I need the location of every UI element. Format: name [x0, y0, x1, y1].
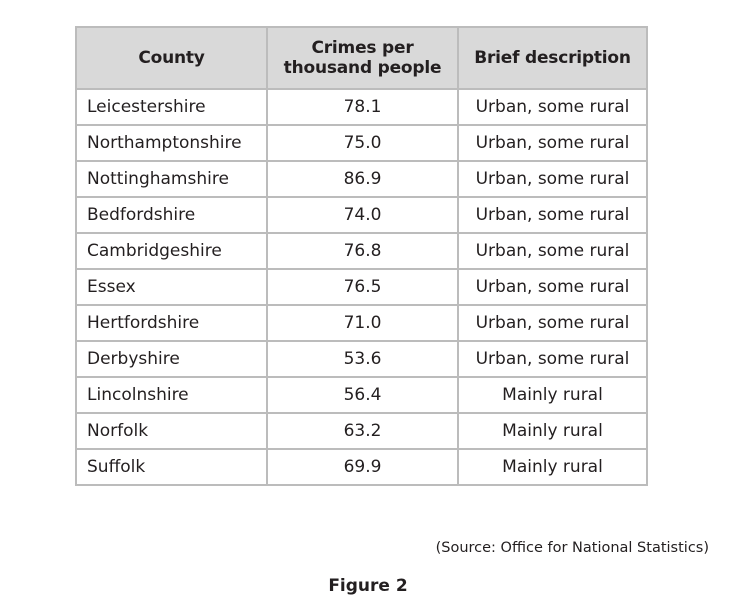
cell-description: Urban, some rural [458, 269, 647, 305]
cell-county: Lincolnshire [76, 377, 267, 413]
cell-crime-rate: 53.6 [267, 341, 458, 377]
header-description-label: Brief description [474, 48, 631, 68]
cell-crime-rate: 63.2 [267, 413, 458, 449]
table-row [76, 413, 647, 449]
table-row [76, 197, 647, 233]
cell-crime-rate: 75.0 [267, 125, 458, 161]
table-row [76, 449, 647, 485]
cell-county: Cambridgeshire [76, 233, 267, 269]
cell-description: Urban, some rural [458, 233, 647, 269]
cell-description: Urban, some rural [458, 125, 647, 161]
cell-county: Leicestershire [76, 89, 267, 125]
table-row [76, 161, 647, 197]
cell-crime-rate: 76.8 [267, 233, 458, 269]
table-row [76, 305, 647, 341]
cell-description: Urban, some rural [458, 161, 647, 197]
header-row [76, 27, 647, 89]
header-crime-rate [267, 27, 458, 89]
cell-description: Urban, some rural [458, 89, 647, 125]
crime-rate-table [75, 26, 648, 486]
cell-county: Suffolk [76, 449, 267, 485]
table-row [76, 89, 647, 125]
header-crime-rate-line2: thousand people [283, 58, 442, 78]
header-county [76, 27, 267, 89]
cell-crime-rate: 69.9 [267, 449, 458, 485]
cell-description: Mainly rural [458, 377, 647, 413]
table-row [76, 233, 647, 269]
cell-crime-rate: 76.5 [267, 269, 458, 305]
table-row [76, 341, 647, 377]
cell-description: Mainly rural [458, 413, 647, 449]
table-body [76, 89, 647, 485]
cell-county: Essex [76, 269, 267, 305]
table-row [76, 269, 647, 305]
cell-county: Northamptonshire [76, 125, 267, 161]
cell-crime-rate: 78.1 [267, 89, 458, 125]
header-crime-rate-line1: Crimes per [311, 38, 414, 58]
cell-county: Bedfordshire [76, 197, 267, 233]
cell-county: Nottinghamshire [76, 161, 267, 197]
cell-crime-rate: 71.0 [267, 305, 458, 341]
table-header [76, 27, 647, 89]
source-note: (Source: Office for National Statistics) [435, 540, 709, 556]
cell-county: Norfolk [76, 413, 267, 449]
cell-description: Urban, some rural [458, 305, 647, 341]
cell-county: Derbyshire [76, 341, 267, 377]
cell-crime-rate: 74.0 [267, 197, 458, 233]
cell-county: Hertfordshire [76, 305, 267, 341]
header-description [458, 27, 647, 89]
cell-crime-rate: 86.9 [267, 161, 458, 197]
figure-caption: Figure 2 [328, 576, 408, 596]
table-row [76, 377, 647, 413]
header-county-label: County [138, 48, 205, 68]
cell-description: Urban, some rural [458, 197, 647, 233]
cell-description: Urban, some rural [458, 341, 647, 377]
cell-crime-rate: 56.4 [267, 377, 458, 413]
table-row [76, 125, 647, 161]
cell-description: Mainly rural [458, 449, 647, 485]
